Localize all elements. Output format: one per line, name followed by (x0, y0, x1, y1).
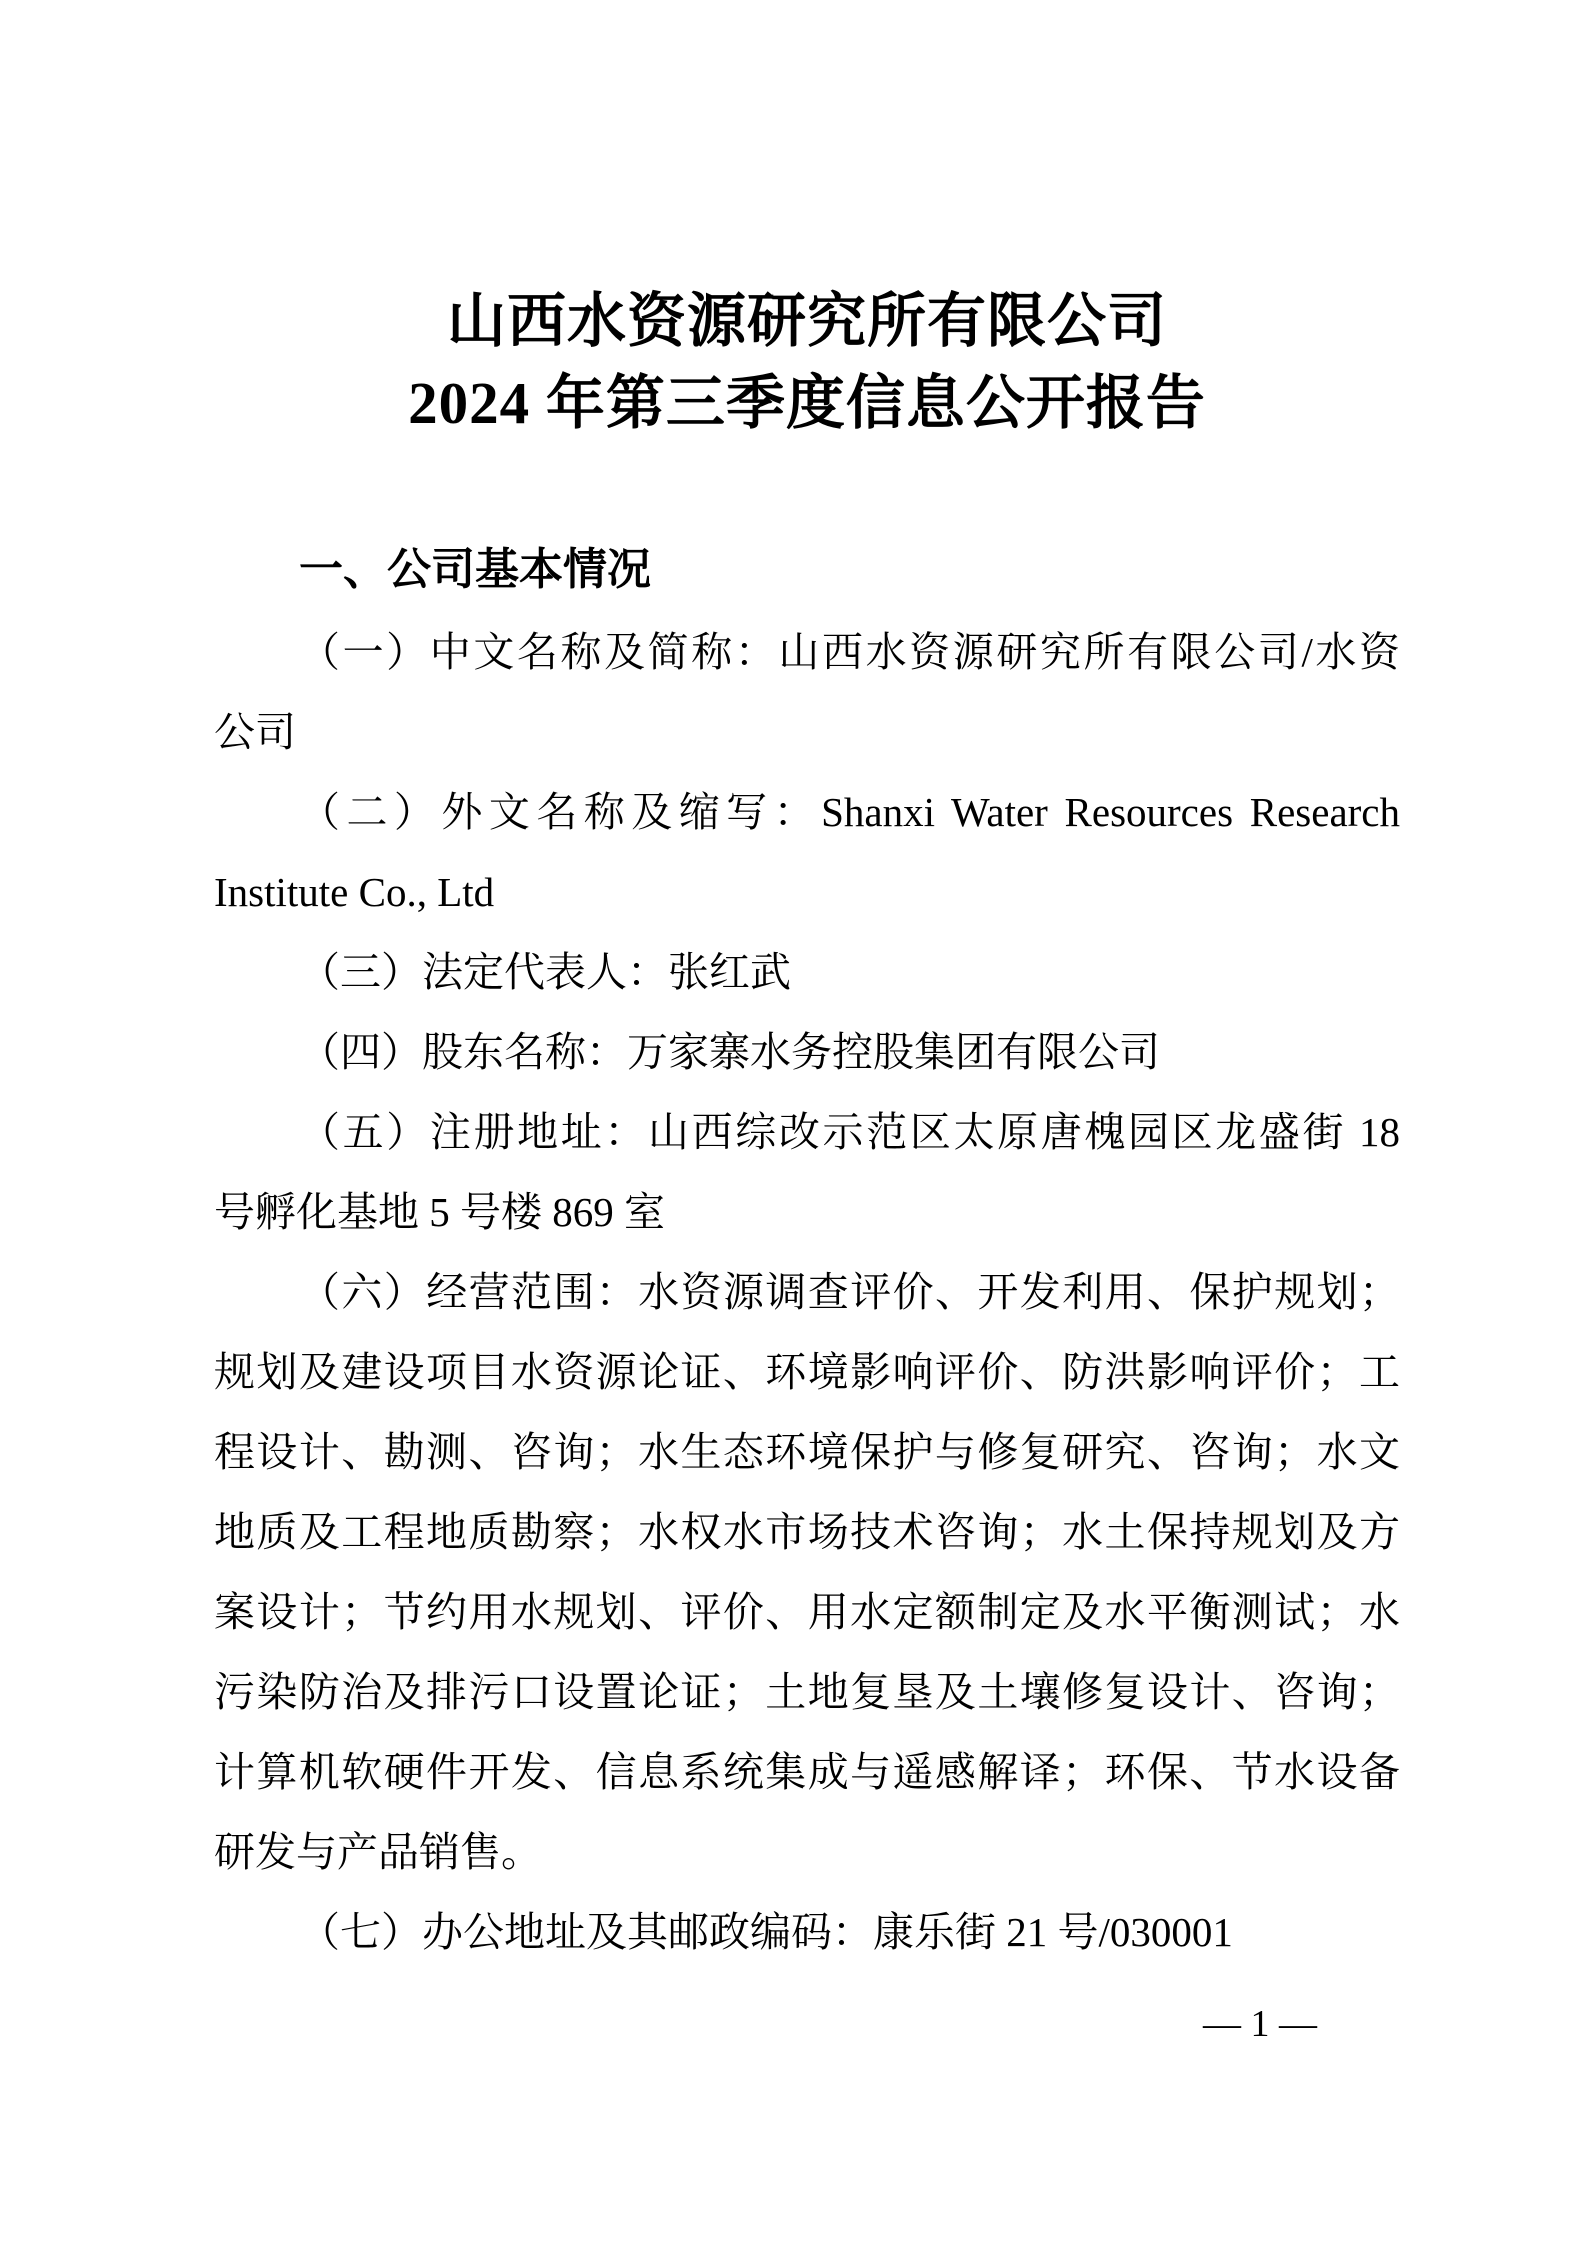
document-line: 计算机软硬件开发、信息系统集成与遥感解译；环保、节水设备 (214, 1749, 1400, 1795)
document-line: 公司 (214, 709, 296, 755)
document-line: 地质及工程地质勘察；水权水市场技术咨询；水土保持规划及方 (214, 1509, 1400, 1555)
section-heading: 一、公司基本情况 (299, 545, 651, 594)
document-body (214, 612, 1400, 1972)
document-line: （四）股东名称：万家寨水务控股集团有限公司 (299, 1029, 1160, 1075)
document-line: Institute Co., Ltd (214, 869, 495, 915)
document-title-line-1: 山西水资源研究所有限公司 (446, 288, 1167, 354)
page-number: — 1 — (1203, 2003, 1317, 2045)
document-line: 案设计；节约用水规划、评价、用水定额制定及水平衡测试；水 (214, 1589, 1400, 1635)
document-title-line-2: 2024 年第三季度信息公开报告 (408, 370, 1206, 436)
document-line: （六）经营范围：水资源调查评价、开发利用、保护规划； (299, 1269, 1400, 1315)
document-title (214, 280, 1400, 444)
document-line: （二）外文名称及缩写：Shanxi Water Resources Research (299, 789, 1400, 835)
document-line: （一）中文名称及简称：山西水资源研究所有限公司/水资 (299, 629, 1400, 675)
document-line: 研发与产品销售。 (214, 1829, 542, 1875)
document-line: （五）注册地址：山西综改示范区太原唐槐园区龙盛街 18 (299, 1109, 1400, 1155)
document-line: （三）法定代表人：张红武 (299, 949, 791, 995)
document-line: 程设计、勘测、咨询；水生态环境保护与修复研究、咨询；水文 (214, 1429, 1400, 1475)
document-line: 污染防治及排污口设置论证；土地复垦及土壤修复设计、咨询； (214, 1669, 1400, 1715)
document-line: （七）办公地址及其邮政编码：康乐街 21 号/030001 (299, 1909, 1233, 1955)
document-line: 号孵化基地 5 号楼 869 室 (214, 1189, 665, 1235)
document-line: 规划及建设项目水资源论证、环境影响评价、防洪影响评价；工 (214, 1349, 1400, 1395)
